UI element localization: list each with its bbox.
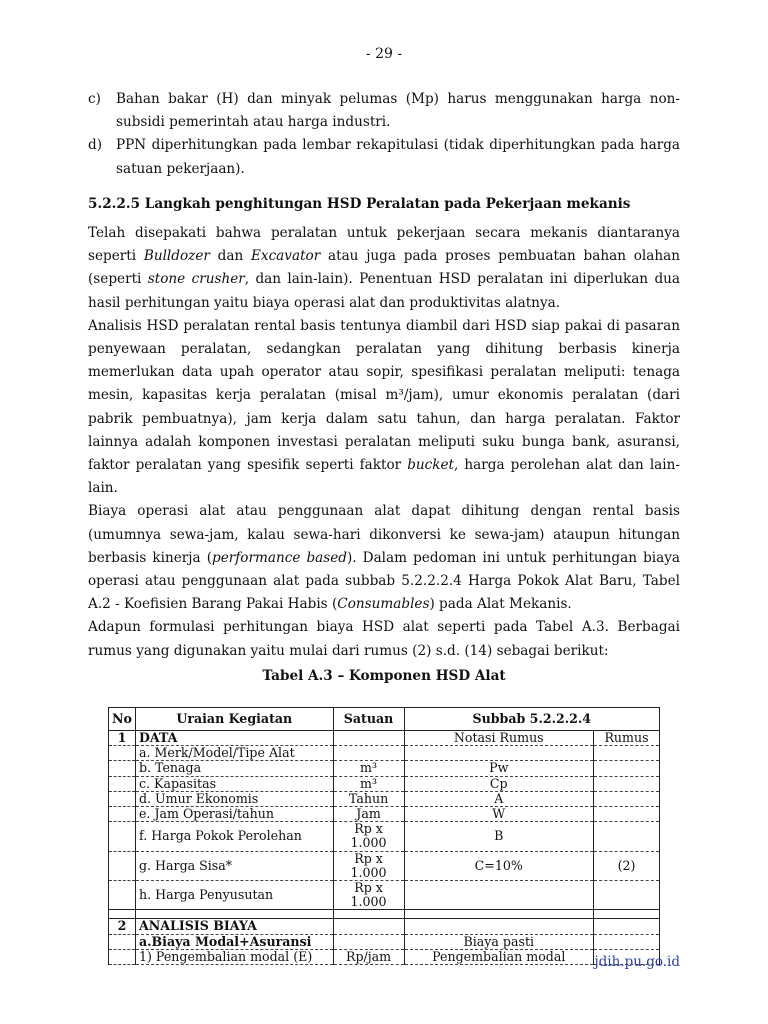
cell-rumus: (2) <box>594 851 660 880</box>
spacer-cell <box>404 910 594 919</box>
cell-satuan <box>333 919 404 934</box>
list-item-d <box>88 134 680 180</box>
list-text: PPN diperhitungkan pada lembar rekapitulasi (tidak diperhitungkan pada harga satuan pekerjaan). <box>116 137 680 177</box>
cell-notasi <box>404 746 594 761</box>
cell-satuan: Rp x 1.000 <box>333 851 404 880</box>
italic-run: Consumables <box>337 596 430 613</box>
text-run: Biaya operasi alat atau penggunaan alat dapat dihitung dengan rental basis (umumnya sewa-jam, kalau sewa-hari dikonversi ke sewa-jam) ataupun hitungan berbasis kinerja ( <box>88 503 680 566</box>
paragraph-1 <box>88 222 680 315</box>
text-run: , dan lain-lain). Penentuan HSD peralatan ini diperlukan dua hasil perhitungan yaitu biaya operasi alat dan produktivitas alatnya. <box>88 271 681 311</box>
cell-satuan <box>333 746 404 761</box>
section-heading: 5.2.2.5 Langkah penghitungan HSD Peralatan pada Pekerjaan mekanis <box>88 195 631 212</box>
cell-rumus <box>594 791 660 806</box>
list-marker: d) <box>88 137 103 154</box>
cell-notasi: W <box>404 807 594 822</box>
table-row <box>109 934 660 949</box>
cell-notasi <box>404 881 594 910</box>
cell-notasi: A <box>404 791 594 806</box>
cell-satuan: Tahun <box>333 791 404 806</box>
cell-satuan <box>333 934 404 949</box>
cell-notasi: Biaya pasti <box>404 934 594 949</box>
cell-no <box>109 791 136 806</box>
cell-uraian: c. Kapasitas <box>135 776 333 791</box>
cell-notasi <box>404 919 594 934</box>
document-body <box>88 88 680 687</box>
cell-notasi: Cp <box>404 776 594 791</box>
cell-rumus: Rumus <box>594 731 660 746</box>
table-row <box>109 731 660 746</box>
cell-uraian: g. Harga Sisa* <box>135 851 333 880</box>
italic-run: stone crusher <box>147 271 245 288</box>
list-text: Bahan bakar (H) dan minyak pelumas (Mp) harus menggunakan harga non-subsidi pemerintah atau harga industri. <box>116 91 680 131</box>
cell-satuan: Rp/jam <box>333 949 404 964</box>
table-row <box>109 791 660 806</box>
cell-rumus <box>594 919 660 934</box>
cell-no <box>109 776 136 791</box>
table-row <box>109 822 660 851</box>
cell-uraian: 1) Pengembalian modal (E) <box>135 949 333 964</box>
cell-uraian: DATA <box>135 731 333 746</box>
cell-no <box>109 822 136 851</box>
spacer-cell <box>333 910 404 919</box>
table-caption: Tabel A.3 – Komponen HSD Alat <box>262 667 506 684</box>
table-row <box>109 761 660 776</box>
cell-no <box>109 746 136 761</box>
text-run: ) pada Alat Mekanis. <box>429 596 572 613</box>
cell-uraian: d. Umur Ekonomis <box>135 791 333 806</box>
list-item-c <box>88 88 680 134</box>
cell-uraian: f. Harga Pokok Perolehan <box>135 822 333 851</box>
text-run: atau juga pada proses pembuatan bahan olahan (seperti <box>88 248 680 288</box>
italic-run: Bulldozer <box>143 248 210 265</box>
cell-satuan: Rp x 1.000 <box>333 822 404 851</box>
paragraph-2 <box>88 315 680 501</box>
cell-rumus <box>594 761 660 776</box>
cell-no <box>109 949 136 964</box>
header-satuan: Satuan <box>333 708 404 731</box>
header-subbab: Subbab 5.2.2.2.4 <box>404 708 659 731</box>
cell-no: 1 <box>109 731 136 746</box>
cell-no <box>109 807 136 822</box>
paragraph-4: Adapun formulasi perhitungan biaya HSD alat seperti pada Tabel A.3. Berbagai rumus yang digunakan yaitu mulai dari rumus (2) s.d. (14) sebagai berikut: <box>88 619 680 659</box>
text-run: Analisis HSD peralatan rental basis tentunya diambil dari HSD siap pakai di pasaran penyewaan peralatan, sedangkan peralatan yang dihitung berbasis kinerja memerlukan data upah operator atau sopir, spesifikasi peralatan meliputi: tenaga mesin, kapasitas kerja peralatan (misal m³/jam), umur ekonomis peralatan (dari pabrik pembuatnya), jam kerja dalam satu tahun, dan harga peralatan. Faktor lainnya adalah komponen investasi peralatan meliputi suku bunga bank, asuransi, faktor peralatan yang spesifik seperti faktor <box>88 317 680 474</box>
text-run: Telah disepakati bahwa peralatan untuk pekerjaan secara mekanis diantaranya seperti <box>88 225 680 265</box>
cell-satuan: m³ <box>333 761 404 776</box>
header-uraian: Uraian Kegiatan <box>135 708 333 731</box>
text-run: , harga perolehan alat dan lain-lain. <box>88 457 680 497</box>
cell-notasi: Pw <box>404 761 594 776</box>
cell-satuan: Jam <box>333 807 404 822</box>
cell-uraian: a.Biaya Modal+Asuransi <box>135 934 333 949</box>
header-no: No <box>109 708 136 731</box>
cell-uraian: b. Tenaga <box>135 761 333 776</box>
hsd-component-table <box>108 707 660 965</box>
paragraph-3 <box>88 500 680 616</box>
table-row <box>109 807 660 822</box>
cell-no <box>109 934 136 949</box>
cell-notasi: Notasi Rumus <box>404 731 594 746</box>
cell-rumus <box>594 934 660 949</box>
italic-run: bucket <box>407 457 455 474</box>
cell-rumus <box>594 807 660 822</box>
page-number: - 29 - <box>365 46 403 62</box>
cell-uraian: ANALISIS BIAYA <box>135 919 333 934</box>
cell-rumus <box>594 776 660 791</box>
cell-notasi: B <box>404 822 594 851</box>
cell-no <box>109 851 136 880</box>
list-marker: c) <box>88 91 101 107</box>
cell-no <box>109 761 136 776</box>
cell-no <box>109 881 136 910</box>
table-row <box>109 881 660 910</box>
cell-no: 2 <box>109 919 136 934</box>
table-row <box>109 776 660 791</box>
cell-satuan <box>333 731 404 746</box>
text-run: ). Dalam pedoman ini untuk perhitungan biaya operasi atau penggunaan alat pada subbab 5.2.2.2.4 Harga Pokok Alat Baru, Tabel A.2 - Koefisien Barang Pakai Habis ( <box>88 549 681 613</box>
italic-run: performance based <box>212 549 347 566</box>
table-header-row <box>109 708 660 731</box>
table-row <box>109 851 660 880</box>
cell-satuan: m³ <box>333 776 404 791</box>
table-row <box>109 919 660 934</box>
cell-uraian: h. Harga Penyusutan <box>135 881 333 910</box>
text-run: dan <box>209 248 251 265</box>
spacer-cell <box>594 910 660 919</box>
table-row <box>109 746 660 761</box>
cell-notasi: Pengembalian modal <box>404 949 594 964</box>
cell-uraian: e. Jam Operasi/tahun <box>135 807 333 822</box>
cell-satuan: Rp x 1.000 <box>333 881 404 910</box>
cell-notasi: C=10% <box>404 851 594 880</box>
cell-uraian: a. Merk/Model/Tipe Alat <box>135 746 333 761</box>
italic-run: Excavator <box>250 248 321 265</box>
cell-rumus <box>594 822 660 851</box>
cell-rumus <box>594 881 660 910</box>
cell-rumus <box>594 746 660 761</box>
footer-source: jdih.pu.go.id <box>594 954 680 970</box>
